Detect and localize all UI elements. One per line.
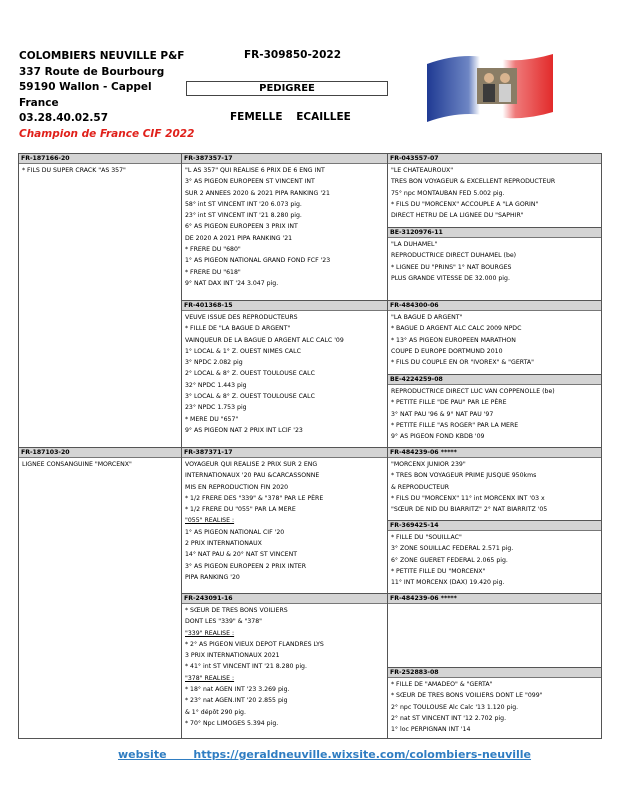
sire-sire-ring: FR-387357-17 bbox=[182, 154, 388, 164]
pedigree-line: * PETITE FILLE "DE PAU" PAR LE PÈRE bbox=[391, 399, 507, 407]
sire-dam-cell bbox=[182, 301, 388, 447]
dam-ring: FR-187103-20 bbox=[19, 448, 181, 458]
pedigree-line: 6° ZONE GUERET FEDERAL 2.065 pig. bbox=[391, 556, 508, 564]
pedigree-line: 23° int ST VINCENT INT '21 8.280 pig. bbox=[185, 212, 302, 220]
pedigree-line: 2° nat ST VINCENT INT '12 2.702 pig. bbox=[391, 714, 507, 722]
pigeon-color: ECAILLEE bbox=[296, 111, 351, 123]
pedigree-line: 14° NAT PAU & 20° NAT ST VINCENT bbox=[185, 551, 297, 559]
pedigree-line: 1° loc PERPIGNAN INT '14 bbox=[391, 726, 471, 734]
pedigree-line: * FILS DU SUPER CRACK "AS 357" bbox=[22, 167, 126, 174]
pedigree-line: 32° NPDC 1.443 pig bbox=[185, 381, 247, 389]
sire-dam-ring: FR-401368-15 bbox=[182, 301, 388, 311]
pedigree-line: * MERE DU "657" bbox=[185, 415, 239, 423]
pedigree-line: * BAGUE D ARGENT ALC CALC 2009 NPDC bbox=[391, 325, 522, 333]
ssd-ring: BE-3120976-11 bbox=[388, 228, 601, 238]
dds-ring: FR-484239-06 ***** bbox=[388, 594, 601, 604]
pedigree-line: * FILLE DE "AMADEO" & "GERTA" bbox=[391, 681, 493, 688]
pedigree-line: "LE CHATEAUROUX" bbox=[391, 167, 454, 174]
pedigree-line: PLUS GRANDE VITESSE DE 32.000 pig. bbox=[391, 274, 510, 282]
dam-dam-cell bbox=[182, 594, 388, 740]
pedigree-line: * SŒUR DE TRES BONS VOILIERS DONT LE "099" bbox=[391, 692, 543, 700]
pedigree-line: * PETITE FILLE "AS ROGER" PAR LA MERE bbox=[391, 421, 519, 429]
pedigree-line: & 1° dépôt 290 pig. bbox=[185, 708, 246, 716]
pedigree-line: * FILS DU "MORCENX" 11° int MORCENX INT '03 x bbox=[391, 494, 545, 502]
pedigree-line: * 13° AS PIGEON EUROPEEN MARATHON bbox=[391, 336, 516, 344]
pedigree-table bbox=[18, 153, 602, 739]
generation-2-column bbox=[181, 154, 388, 738]
pedigree-line: "SŒUR DE NID DU BIARRITZ" 2° NAT BIARRITZ '05 bbox=[391, 506, 548, 514]
dam-sire-lines bbox=[182, 458, 388, 583]
pedigree-line: VAINQUEUR DE LA BAGUE D ARGENT ALC CALC '09 bbox=[185, 336, 344, 344]
sire-sire-lines bbox=[182, 164, 388, 289]
pedigree-line: 11° INT MORCENX (DAX) 19.420 pig. bbox=[391, 579, 505, 587]
pedigree-line: DONT LES "339" & "378" bbox=[185, 618, 263, 626]
pedigree-line: 3° AS PIGEON EUROPEEN ST VINCENT INT bbox=[185, 178, 315, 186]
pedigree-line: * SŒUR DE TRES BONS VOILIERS bbox=[185, 607, 288, 614]
dss-lines bbox=[388, 458, 601, 515]
pedigree-line: * 2° AS PIGEON VIEUX DEPOT FLANDRES LYS bbox=[185, 640, 324, 648]
breeder-phone: 03.28.40.02.57 bbox=[19, 112, 109, 124]
pedigree-label: PEDIGREE bbox=[186, 81, 388, 96]
dam-sire-cell bbox=[182, 448, 388, 593]
breeder-street: 337 Route de Bourbourg bbox=[19, 65, 165, 78]
pedigree-line: 3° AS PIGEON EUROPEEN 2 PRIX INTER bbox=[185, 562, 307, 570]
pedigree-line: 9° AS PIGEON NAT 2 PRIX INT LCIF '23 bbox=[185, 426, 303, 434]
breeder-country: France bbox=[19, 96, 59, 109]
website-label[interactable]: website bbox=[118, 748, 167, 761]
breeder-name: COLOMBIERS NEUVILLE P&F bbox=[19, 50, 185, 62]
dam-dam-lines bbox=[182, 604, 388, 729]
pedigree-line: 6° AS PIGEON EUROPEEN 3 PRIX INT bbox=[185, 223, 298, 231]
breeder-address bbox=[19, 49, 194, 142]
pedigree-line: * 1/2 FRERE DES "339" & "378" PAR LE PÈRE bbox=[185, 494, 324, 502]
pedigree-line: 3° NAT PAU '96 & 9° NAT PAU '97 bbox=[391, 410, 494, 418]
pedigree-line: INTERNATIONAUX '20 PAU &CARCASSONNE bbox=[185, 472, 320, 480]
pedigree-line: * FILLE DU "SOUILLAC" bbox=[391, 534, 462, 541]
pedigree-line: 23° NPDC 1.753 pig bbox=[185, 404, 247, 412]
dsd-ring: FR-369425-14 bbox=[388, 521, 601, 531]
ssd-lines bbox=[388, 238, 601, 284]
sire-dam-lines bbox=[182, 311, 388, 436]
pedigree-line: "055" REALISE : bbox=[185, 517, 235, 525]
pedigree-line: 2 PRIX INTERNATIONAUX bbox=[185, 540, 262, 548]
french-flag-photo bbox=[425, 50, 555, 126]
sire-sire-cell bbox=[182, 154, 388, 300]
dsd-cell bbox=[388, 521, 601, 593]
pedigree-line: * 18° nat AGEN INT '23 3.269 pig. bbox=[185, 686, 290, 694]
dam-sire-ring: FR-387371-17 bbox=[182, 448, 388, 458]
pedigree-line: * FILLE DE "LA BAGUE D ARGENT" bbox=[185, 325, 291, 333]
pedigree-line: * PETITE FILLE DU "MORCENX" bbox=[391, 567, 486, 575]
pedigree-line: MIS EN REPRODUCTION FIN 2020 bbox=[185, 483, 289, 491]
pedigree-line: & REPRODUCTEUR bbox=[391, 483, 450, 491]
pedigree-line: 1° LOCAL & 1° Z. OUEST NIMES CALC bbox=[185, 347, 301, 355]
pedigree-line: * 23° nat AGEN.INT '20 2.855 pig bbox=[185, 697, 288, 705]
pedigree-line: * 70° Npc LIMOGES 5.394 pig. bbox=[185, 719, 279, 727]
sds-lines bbox=[388, 311, 601, 368]
pedigree-line: * 1/2 FRERE DU "055" PAR LA MERE bbox=[185, 506, 296, 514]
pedigree-line: 75° npc MONTAUBAN FED 5.002 pig. bbox=[391, 189, 505, 197]
pedigree-line: 3° NPDC 2.082 pig bbox=[185, 359, 243, 367]
pedigree-line: LIGNEE CONSANGUINE "MORCENX" bbox=[22, 461, 132, 468]
pedigree-line: SUR 2 ANNEES 2020 & 2021 PIPA RANKING '21 bbox=[185, 189, 330, 197]
sdd-lines bbox=[388, 385, 601, 442]
sdd-cell bbox=[388, 375, 601, 447]
website-url[interactable]: https://geraldneuville.wixsite.com/colombiers-neuville bbox=[193, 748, 532, 761]
ddd-lines bbox=[388, 678, 601, 735]
pedigree-line: REPRODUCTRICE DIRECT DUHAMEL (be) bbox=[391, 252, 517, 260]
generation-1-column bbox=[19, 154, 181, 738]
pedigree-line: PIPA RANKING '20 bbox=[185, 573, 240, 581]
sire-cell bbox=[19, 154, 181, 447]
pedigree-line: * FILS DU COUPLE EN OR "IVOREX" & "GERTA" bbox=[391, 359, 534, 367]
pedigree-line: * FILS DU "MORCENX" ACCOUPLE A "LA GORIN" bbox=[391, 200, 539, 208]
pedigree-line: 9° NAT DAX INT '24 3.047 pig. bbox=[185, 279, 279, 287]
pedigree-line: * FRERE DU "618" bbox=[185, 268, 241, 276]
dsd-lines bbox=[388, 531, 601, 588]
sss-lines bbox=[388, 164, 601, 221]
pedigree-line: 2° LOCAL & 8° Z. OUEST TOULOUSE CALC bbox=[185, 370, 315, 378]
pedigree-line: COUPE D EUROPE DORTMUND 2010 bbox=[391, 347, 503, 355]
dds-lines bbox=[388, 604, 601, 605]
pedigree-line: "339" REALISE : bbox=[185, 629, 235, 637]
pedigree-line: "LA BAGUE D ARGENT" bbox=[391, 314, 463, 321]
pedigree-line: "L AS 357" QUI REALISE 6 PRIX DE 6 ENG INT bbox=[185, 167, 325, 174]
pedigree-line: 9° AS PIGEON FOND KBDB '09 bbox=[391, 433, 485, 441]
pigeon-sex: FEMELLE bbox=[230, 111, 283, 123]
pedigree-line: DIRECT HETRU DE LA LIGNEE DU "SAPHIR" bbox=[391, 212, 524, 220]
pedigree-line: 58° int ST VINCENT INT '20 6.073 pig. bbox=[185, 200, 302, 208]
ddd-ring: FR-252883-08 bbox=[388, 668, 601, 678]
ssd-cell bbox=[388, 228, 601, 300]
sire-lines bbox=[19, 164, 181, 176]
pedigree-line: 3 PRIX INTERNATIONAUX 2021 bbox=[185, 652, 280, 660]
website-footer[interactable] bbox=[118, 748, 531, 761]
pedigree-line: REPRODUCTRICE DIRECT LUC VAN COPPENOLLE (be) bbox=[391, 388, 555, 395]
dss-cell bbox=[388, 448, 601, 520]
generation-3-column bbox=[387, 154, 601, 738]
dds-cell bbox=[388, 594, 601, 667]
pigeon-ring-number: FR-309850-2022 bbox=[244, 49, 342, 61]
pedigree-line: * TRES BON VOYAGEUR PRIME JUSQUE 950kms bbox=[391, 472, 537, 480]
pedigree-line: "MORCENX JUNIOR 239" bbox=[391, 461, 466, 468]
dam-dam-ring: FR-243091-16 bbox=[182, 594, 388, 604]
sss-ring: FR-043557-07 bbox=[388, 154, 601, 164]
pedigree-line: TRES BON VOYAGEUR & EXCELLENT REPRODUCTEUR bbox=[391, 178, 556, 186]
pedigree-line: "LA DUHAMEL" bbox=[391, 241, 438, 248]
ddd-cell bbox=[388, 668, 601, 740]
pedigree-line: "378" REALISE : bbox=[185, 674, 235, 682]
pedigree-line: 2° npc TOULOUSE Alc Calc '13 1.120 pig. bbox=[391, 703, 519, 711]
pedigree-line: * 41° int ST VINCENT INT '21 8.280 pig. bbox=[185, 663, 307, 671]
pedigree-line: VOYAGEUR QUI REALISE 2 PRIX SUR 2 ENG bbox=[185, 461, 318, 468]
dam-lines bbox=[19, 458, 181, 470]
sdd-ring: BE-4224259-08 bbox=[388, 375, 601, 385]
pedigree-line: 1° AS PIGEON NATIONAL GRAND FOND FCF '23 bbox=[185, 257, 331, 265]
sss-cell bbox=[388, 154, 601, 227]
pedigree-line: DE 2020 A 2021 PIPA RANKING '21 bbox=[185, 234, 293, 242]
sire-ring: FR-187166-20 bbox=[19, 154, 181, 164]
dss-ring: FR-484239-06 ***** bbox=[388, 448, 601, 458]
champion-title: Champion de France CIF 2022 bbox=[19, 127, 195, 140]
pedigree-line: 3° LOCAL & 8° Z. OUEST TOULOUSE CALC bbox=[185, 393, 315, 401]
sds-cell bbox=[388, 301, 601, 374]
pedigree-line: VEUVE ISSUE DES REPRODUCTEURS bbox=[185, 314, 298, 321]
breeder-city: 59190 Wallon - Cappel bbox=[19, 81, 152, 93]
pedigree-line: * FRERE DU "680" bbox=[185, 246, 241, 254]
dam-cell bbox=[19, 448, 181, 740]
pedigree-line: 3° ZONE SOUILLAC FEDERAL 2.571 pig. bbox=[391, 545, 514, 553]
pedigree-line: * LIGNEE DU "PRINS" 1° NAT BOURGES bbox=[391, 263, 512, 271]
pedigree-line: 1° AS PIGEON NATIONAL CIF '20 bbox=[185, 528, 285, 536]
sex-color bbox=[230, 111, 351, 123]
sds-ring: FR-484300-06 bbox=[388, 301, 601, 311]
